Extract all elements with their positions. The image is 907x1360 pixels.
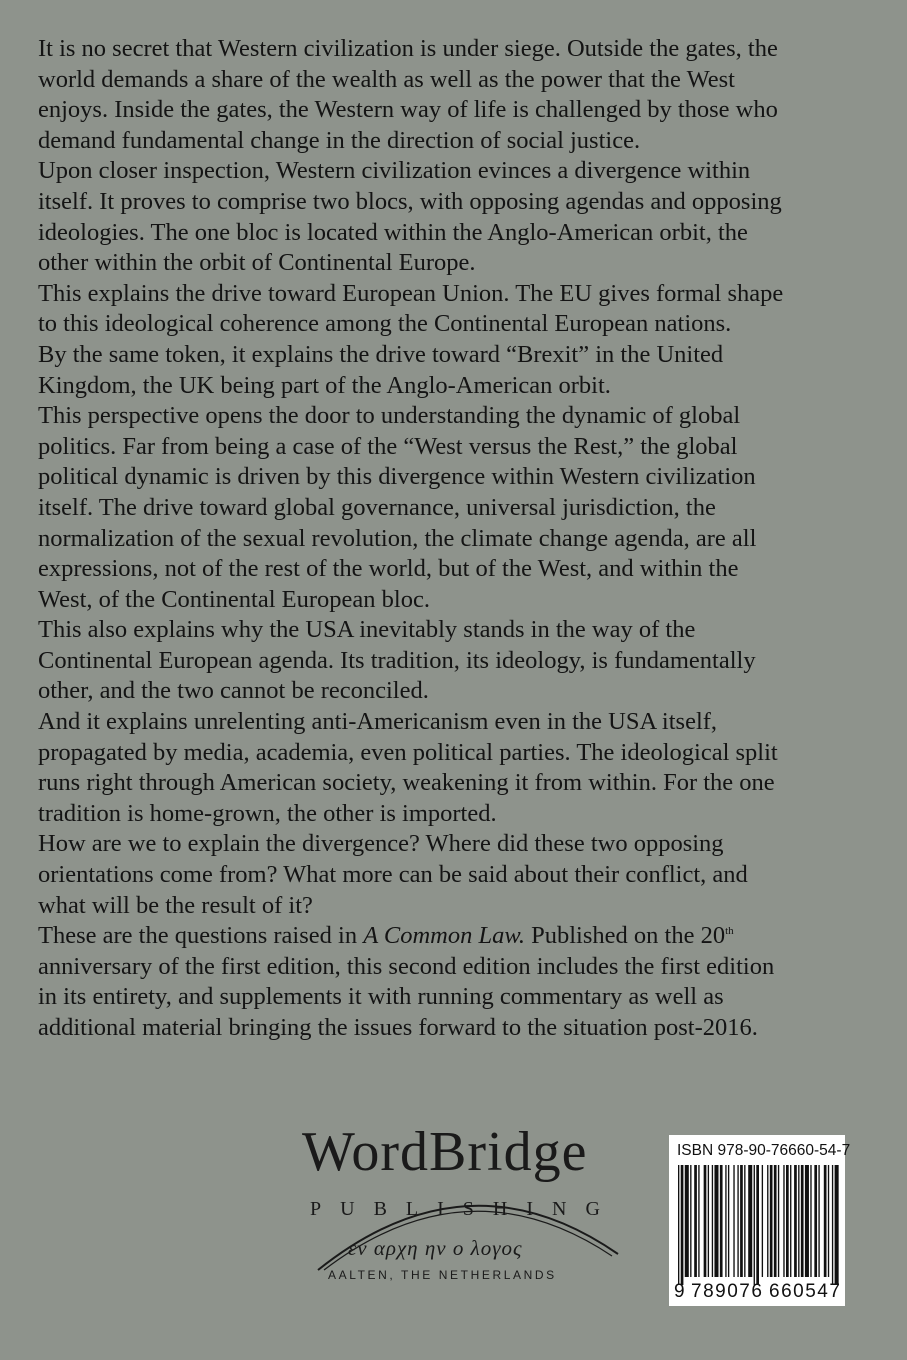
barcode-bar — [786, 1165, 789, 1277]
barcode-bar — [770, 1165, 773, 1277]
barcode-bar — [725, 1165, 726, 1277]
barcode-bar — [694, 1165, 697, 1277]
barcode-bar — [801, 1165, 804, 1277]
barcode-bar — [828, 1165, 829, 1277]
barcode-bar — [720, 1165, 723, 1277]
back-cover-blurb — [38, 34, 874, 1044]
publisher-name: WordBridge — [302, 1121, 588, 1183]
isbn-label: ISBN 978-90-76660-54-7 — [677, 1142, 851, 1159]
blurb-line: political dynamic is driven by this divergence within Western civilization — [38, 463, 756, 491]
blurb-line: orientations come from? What more can be said about their conflict, and — [38, 861, 748, 889]
ordinal-suffix: th — [725, 925, 734, 938]
barcode-bar — [805, 1165, 809, 1277]
barcode-bar — [754, 1165, 755, 1285]
publisher-location: AALTEN, THE NETHERLANDS — [328, 1268, 557, 1282]
barcode-bar — [783, 1165, 784, 1277]
isbn-barcode — [669, 1135, 851, 1306]
barcode-bar — [690, 1165, 691, 1277]
barcode-bar — [818, 1165, 819, 1277]
barcode-bar — [762, 1165, 763, 1277]
blurb-line: Upon closer inspection, Western civilization evinces a divergence within — [38, 157, 751, 185]
barcode-bar — [832, 1165, 833, 1285]
blurb-line: ideologies. The one bloc is located within the Anglo-American orbit, the — [38, 218, 748, 246]
book-title: A Common Law. — [363, 922, 525, 950]
closing-line-4: additional material bringing the issues forward to the situation post-2016. — [38, 1014, 758, 1041]
barcode-bar — [778, 1165, 779, 1277]
blurb-line: demand fundamental change in the direction of social justice. — [38, 126, 641, 154]
blurb-line: expressions, not of the rest of the world, but of the West, and within the — [38, 555, 739, 583]
isbn-digit-group-1: 789076 — [691, 1281, 764, 1302]
publisher-logo — [290, 1120, 630, 1290]
blurb-line: normalization of the sexual revolution, the climate change agenda, are all — [38, 524, 757, 552]
blurb-line: Kingdom, the UK being part of the Anglo-American orbit. — [38, 371, 611, 399]
barcode-bar — [704, 1165, 707, 1277]
blurb-line: other, and the two cannot be reconciled. — [38, 677, 429, 705]
blurb-line: tradition is home-grown, the other is imported. — [38, 799, 497, 827]
barcode-bar — [794, 1165, 797, 1277]
barcode-bar — [681, 1165, 684, 1285]
blurb-line: propagated by media, academia, even political parties. The ideological split — [38, 738, 778, 766]
barcode-bar — [767, 1165, 768, 1277]
barcode-bar — [714, 1165, 718, 1277]
blurb-line: This explains the drive toward European Union. The EU gives formal shape — [38, 279, 784, 307]
barcode-bar — [744, 1165, 745, 1277]
blurb-line: other within the orbit of Continental Europe. — [38, 249, 476, 277]
closing-line-2: anniversary of the first edition, this second edition includes the first edition — [38, 952, 775, 980]
barcode-bar — [712, 1165, 713, 1277]
barcode-bar — [748, 1165, 752, 1277]
barcode-bar — [678, 1165, 679, 1285]
closing-text-before: These are the questions raised in — [38, 922, 364, 950]
blurb-line: itself. The drive toward global governance, universal jurisdiction, the — [38, 493, 716, 521]
blurb-line: And it explains unrelenting anti-Americanism even in the USA itself, — [38, 708, 718, 736]
barcode-bar — [708, 1165, 709, 1277]
closing-line-3: in its entirety, and supplements it with running commentary as well as — [38, 983, 724, 1011]
publisher-motto: εν αρχη ην ο λογος — [348, 1236, 523, 1260]
blurb-line: This also explains why the USA inevitably stands in the way of the — [38, 616, 696, 644]
barcode-bar — [790, 1165, 791, 1277]
blurb-line: This perspective opens the door to understanding the dynamic of global — [38, 402, 741, 430]
isbn-digit-prefix: 9 — [674, 1281, 685, 1302]
blurb-line: what will be the result of it? — [38, 891, 313, 919]
blurb-line: runs right through American society, weakening it from within. For the one — [38, 769, 775, 797]
blurb-line: West, of the Continental European bloc. — [38, 585, 430, 613]
barcode-bar — [835, 1165, 839, 1285]
barcode-bar — [737, 1165, 738, 1277]
blurb-line: politics. Far from being a case of the “West versus the Rest,” the global — [38, 432, 738, 460]
barcode-bar — [810, 1165, 811, 1277]
blurb-line: How are we to explain the divergence? Where did these two opposing — [38, 830, 724, 858]
blurb-line: enjoys. Inside the gates, the Western way of life is challenged by those who — [38, 96, 778, 124]
barcode-bar — [698, 1165, 699, 1277]
closing-line-1 — [38, 921, 874, 952]
closing-text-after: Published on the 20 — [524, 922, 726, 950]
barcode-bar — [756, 1165, 759, 1285]
barcode-bar — [814, 1165, 817, 1277]
isbn-digit-group-2: 660547 — [769, 1281, 842, 1302]
barcode-bar — [685, 1165, 689, 1277]
barcode-bar — [824, 1165, 827, 1277]
blurb-line: By the same token, it explains the drive toward “Brexit” in the United — [38, 340, 724, 368]
publisher-imprint: PUBLISHING — [310, 1198, 619, 1220]
blurb-line: world demands a share of the wealth as well as the power that the West — [38, 65, 735, 93]
blurb-line: Continental European agenda. Its tradition, its ideology, is fundamentally — [38, 646, 756, 674]
blurb-line: itself. It proves to comprise two blocs, with opposing agendas and opposing — [38, 187, 782, 215]
barcode-bar — [774, 1165, 777, 1277]
blurb-line: to this ideological coherence among the Continental European nations. — [38, 310, 732, 338]
barcode-bar — [798, 1165, 799, 1277]
barcode-bar — [728, 1165, 729, 1277]
barcode-bar — [733, 1165, 734, 1277]
barcode-bar — [740, 1165, 743, 1277]
blurb-line: It is no secret that Western civilization is under siege. Outside the gates, the — [38, 35, 778, 62]
